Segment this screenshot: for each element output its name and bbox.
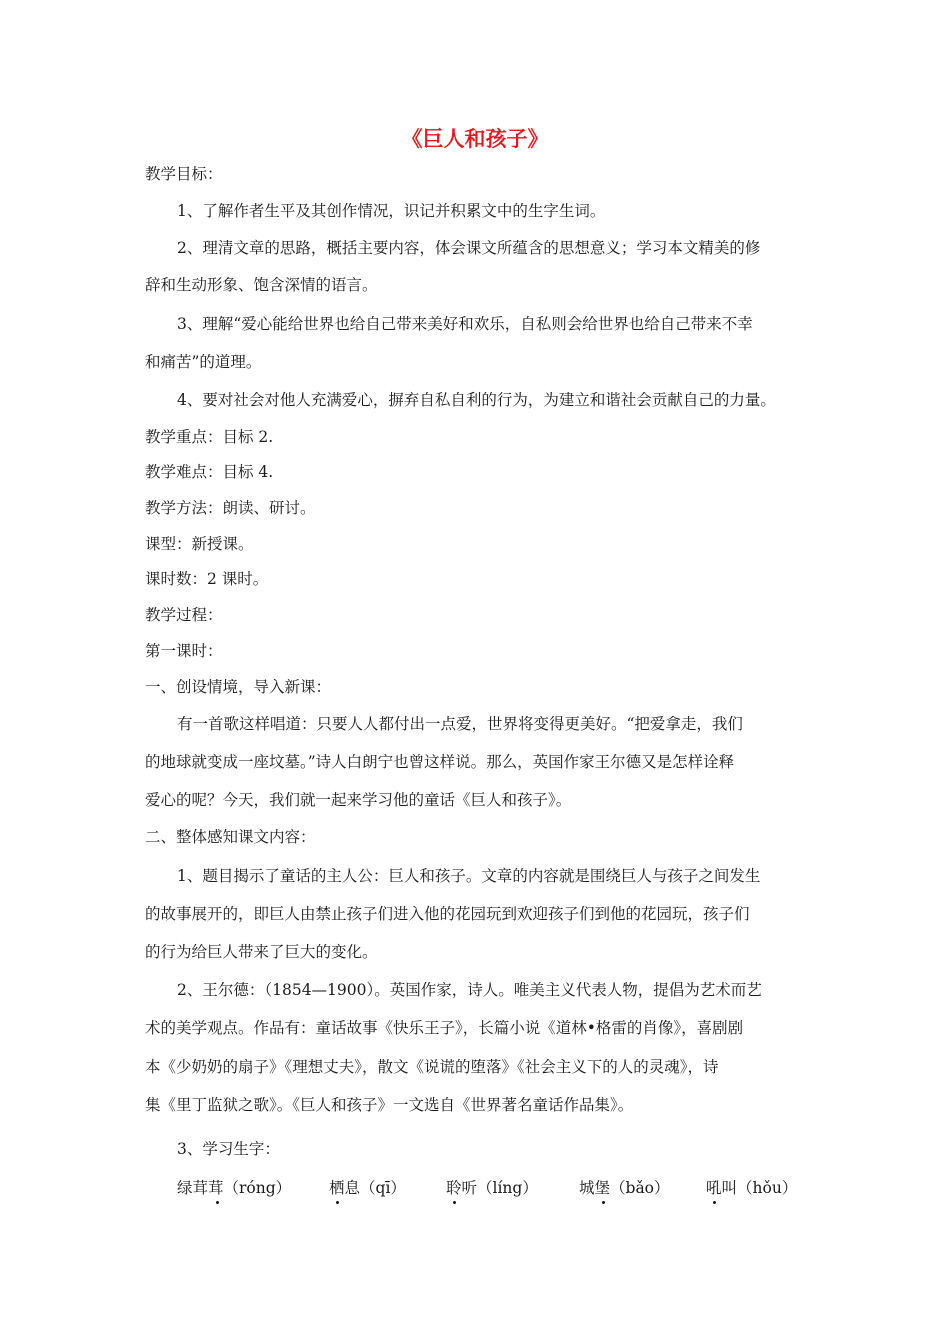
emphasis-dot (713, 1201, 716, 1204)
text-line: 教学重点：目标 2. (145, 428, 274, 446)
text-line: 本《少奶奶的扇子》《理想丈夫》，散文《说谎的堕落》《社会主义下的人的灵魂》，诗 (145, 1058, 719, 1076)
vocab-pinyin: （qī） (360, 1179, 406, 1197)
text-line: 的行为给巨人带来了巨大的变化。 (145, 943, 378, 961)
vocab-pinyin: （róng） (223, 1179, 292, 1197)
text-line: 的故事展开的，即巨人由禁止孩子们进入他的花园玩到欢迎孩子们到他的花园玩，孩子们 (145, 905, 750, 923)
vocab-pinyin: （líng） (477, 1179, 538, 1197)
emphasis-dot (336, 1201, 339, 1204)
text-line: 二、整体感知课文内容： (145, 828, 316, 846)
vocab-item (177, 1177, 291, 1199)
text-line: 课型：新授课。 (145, 535, 254, 553)
text-line: 第一课时： (145, 642, 223, 660)
vocab-pinyin: （hǒu） (737, 1179, 798, 1197)
text-line: 的地球就变成一座坟墓。”诗人白朗宁也曾这样说。那么，英国作家王尔德又是怎样诠释 (145, 753, 735, 771)
text-line: 术的美学观点。作品有：童话故事《快乐王子》，长篇小说《道林•格雷的肖像》，喜剧剧 (145, 1019, 744, 1037)
page-title: 《巨人和孩子》 (401, 127, 549, 151)
text-line: 2、王尔德：（1854—1900）。英国作家，诗人。唯美主义代表人物，提倡为艺术而艺 (177, 981, 762, 999)
emphasis-dot (453, 1201, 456, 1204)
vocab-word: 城堡 (579, 1179, 611, 1197)
emphasis-dot (602, 1201, 605, 1204)
text-line: 教学过程： (145, 606, 223, 624)
text-line: 爱心的呢？今天，我们就一起来学习他的童话《巨人和孩子》。 (145, 791, 572, 809)
vocab-word: 吼叫 (706, 1179, 738, 1197)
text-line: 集《里丁监狱之歌》。《巨人和孩子》一文选自《世界著名童话作品集》。 (145, 1096, 634, 1114)
text-line: 一、创设情境，导入新课： (145, 678, 332, 696)
text-line: 课时数：2 课时。 (145, 570, 269, 588)
text-line: 1、题目揭示了童话的主人公：巨人和孩子。文章的内容就是围绕巨人与孩子之间发生 (177, 867, 761, 885)
text-line: 教学难点：目标 4. (145, 463, 274, 481)
vocab-word: 聆听 (446, 1179, 478, 1197)
emphasis-dot (216, 1201, 219, 1204)
text-line: 辞和生动形象、饱含深情的语言。 (145, 276, 378, 294)
vocab-item (446, 1177, 538, 1199)
text-line: 和痛苦”的道理。 (145, 353, 262, 371)
vocab-item (579, 1177, 670, 1199)
text-line: 1、了解作者生平及其创作情况，识记并积累文中的生字生词。 (177, 202, 606, 220)
vocab-word: 绿茸茸 (177, 1179, 224, 1197)
vocab-row (177, 1177, 817, 1203)
vocab-item (706, 1177, 797, 1199)
text-line: 3、理解“爱心能给世界也给自己带来美好和欢乐，自私则会给世界也给自己带来不幸 (177, 315, 753, 333)
text-line: 有一首歌这样唱道：只要人人都付出一点爱，世界将变得更美好。“把爱拿走，我们 (177, 715, 743, 733)
text-line: 教学方法：朗读、研讨。 (145, 499, 316, 517)
text-line: 4、要对社会对他人充满爱心，摒弃自私自利的行为，为建立和谐社会贡献自己的力量。 (177, 391, 776, 409)
text-line: 2、理清文章的思路，概括主要内容，体会课文所蕴含的思想意义；学习本文精美的修 (177, 239, 761, 257)
vocab-word: 栖息 (329, 1179, 361, 1197)
vocab-pinyin: （bǎo） (610, 1179, 670, 1197)
vocab-item (329, 1177, 406, 1199)
text-line: 3、学习生字： (177, 1140, 280, 1158)
text-line: 教学目标： (145, 165, 223, 183)
